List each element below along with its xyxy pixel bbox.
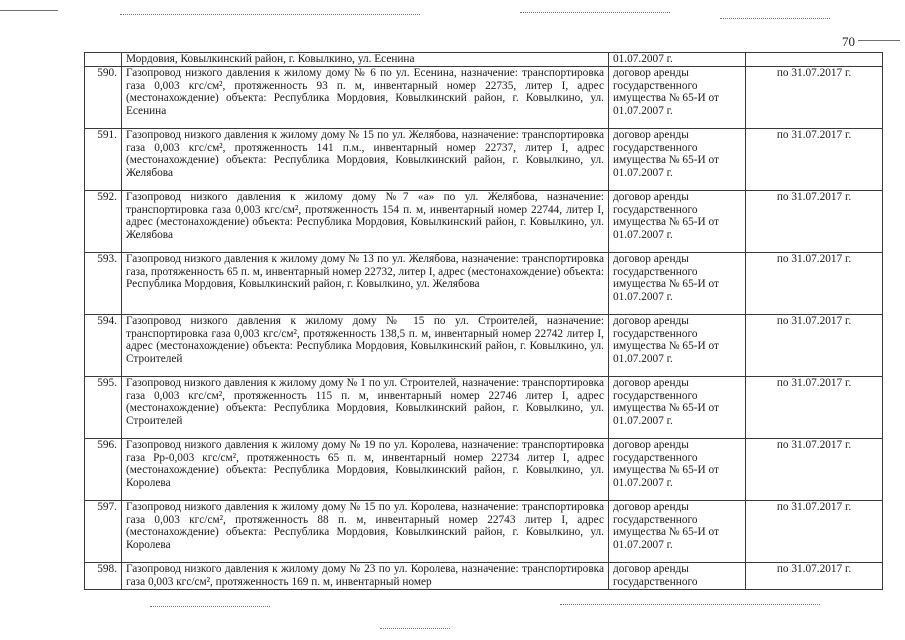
row-document-cell: договор аренды государственного имущества № 65-И от 01.07.2007 г.: [609, 253, 746, 315]
scan-artifact-right-1: [858, 40, 900, 41]
scan-artifact-top-3: [720, 18, 830, 20]
row-term-cell: по 31.07.2017 г.: [746, 191, 883, 253]
row-document-cell: договор аренды государственного имущества № 65-И от 01.07.2007 г.: [609, 377, 746, 439]
table-row: [85, 191, 883, 253]
table-row: [85, 439, 883, 501]
row-description-cell: Газопровод низкого давления к жилому дому № 15 по ул. Желябова, назначение: транспортировка газа 0,003 кгс/см², протяженность 141 п.м., инвентарный номер 22737, литер I, адрес (местонахождение) объекта: Республика Мордовия, Ковылкинский район, г. Ковылкино, ул. Желябова: [122, 129, 609, 191]
row-term-cell: по 31.07.2017 г.: [746, 67, 883, 129]
row-term-cell: по 31.07.2017 г.: [746, 377, 883, 439]
row-term-cell: по 31.07.2017 г.: [746, 253, 883, 315]
row-description-cell: Газопровод низкого давления к жилому дому № 6 по ул. Есенина, назначение: транспортировка газа 0,003 кгс/см², протяженность 93 п. м, инвентарный номер 22735, литер I, адрес (местонахождение) объекта: Республика Мордовия, Ковылкинский район, г. Ковылкино, ул. Есенина: [122, 67, 609, 129]
row-number-cell: [85, 53, 122, 67]
scan-artifact-top-left: [0, 10, 58, 11]
page-number: 70: [842, 34, 855, 49]
table-row: [85, 67, 883, 129]
row-number-cell: 593.: [85, 253, 122, 315]
row-description-cell: Газопровод низкого давления к жилому дому № 1 по ул. Строителей, назначение: транспортировка газа 0,003 кгс/см², протяженность 115 п. м, инвентарный номер 22746 литер I, адрес (местонахождение) объекта: Республика Мордовия, Ковылкинский район, г. Ковылкино, ул. Строителей: [122, 377, 609, 439]
table-row: [85, 253, 883, 315]
scan-artifact-bottom-3: [380, 628, 450, 630]
row-number-cell: 594.: [85, 315, 122, 377]
row-document-cell: договор аренды государственного имущества № 65-И от 01.07.2007 г.: [609, 129, 746, 191]
scan-artifact-top-1: [120, 14, 420, 16]
scan-artifact-bottom-2: [560, 604, 820, 606]
row-number-cell: 597.: [85, 501, 122, 563]
scan-artifact-top-2: [520, 12, 670, 14]
row-term-cell: по 31.07.2017 г.: [746, 501, 883, 563]
table-row: [85, 377, 883, 439]
row-number-cell: 598.: [85, 563, 122, 590]
row-document-cell: договор аренды государственного имущества № 65-И от 01.07.2007 г.: [609, 315, 746, 377]
scan-artifact-bottom-1: [150, 606, 270, 608]
row-number-cell: 592.: [85, 191, 122, 253]
row-document-cell: договор аренды государственного имущества № 65-И от 01.07.2007 г.: [609, 501, 746, 563]
row-term-cell: по 31.07.2017 г.: [746, 439, 883, 501]
row-term-cell: по 31.07.2017 г.: [746, 129, 883, 191]
row-number-cell: 595.: [85, 377, 122, 439]
row-term-cell: по 31.07.2017 г.: [746, 563, 883, 590]
row-description-cell: Газопровод низкого давления к жилому дому № 19 по ул. Королева, назначение: транспортировка газа Рр-0,003 кгс/см², протяженность 65 п. м, инвентарный номер 22734 литер I, адрес (местонахождение) объекта: Республика Мордовия, Ковылкинский район, г. Ковылкино, ул. Королева: [122, 439, 609, 501]
row-number-cell: 596.: [85, 439, 122, 501]
property-registry-table: [84, 52, 883, 590]
row-number-cell: 591.: [85, 129, 122, 191]
row-document-cell: договор аренды государственного имущества № 65-И от 01.07.2007 г.: [609, 191, 746, 253]
row-term-cell: по 31.07.2017 г.: [746, 315, 883, 377]
row-description-cell: Газопровод низкого давления к жилому дому №7 «а» по ул. Желябова, назначение: транспортировка газа 0,003 кгс/см², протяженность 154 п. м, инвентарный номер 22744, литер I, адрес (местонахождение) объекта: Республика Мордовия, Ковылкинский район, г. Ковылкино, ул. Желябова: [122, 191, 609, 253]
row-description-cell: Газопровод низкого давления к жилому дому № 15 по ул. Строителей, назначение: транспортировка газа 0,003 кгс/см², протяженность 138,5 п. м, инвентарный номер 22742 литер I, адрес (местонахождение) объекта: Республика Мордовия, Ковылкинский район, г. Ковылкино, ул. Строителей: [122, 315, 609, 377]
table-row-continuation: [85, 53, 883, 67]
row-term-cell: [746, 53, 883, 67]
row-description-cell: Газопровод низкого давления к жилому дому № 13 по ул. Желябова, назначение: транспортировка газа, протяженность 65 п. м, инвентарный номер 22732, литер I, адрес (местонахождение) объекта: Республика Мордовия, Ковылкинский район, г. Ковылкино, ул. Желябова: [122, 253, 609, 315]
row-document-cell: договор аренды государственного имущества № 65-И от 01.07.2007 г.: [609, 439, 746, 501]
row-document-cell: договор аренды государственного: [609, 563, 746, 590]
table-row: [85, 315, 883, 377]
table-row: [85, 501, 883, 563]
row-description-cell: Газопровод низкого давления к жилому дому № 23 по ул. Королева, назначение: транспортировка газа 0,003 кгс/см², протяженность 169 п. м, инвентарный номер: [122, 563, 609, 590]
row-number-cell: 590.: [85, 67, 122, 129]
table-row: [85, 129, 883, 191]
row-document-cell: договор аренды государственного имущества № 65-И от 01.07.2007 г.: [609, 67, 746, 129]
row-description-cell: Газопровод низкого давления к жилому дому № 15 по ул. Королева, назначение: транспортировка газа 0,003 кгс/см², протяженность 88 п. м, инвентарный номер 22743 литер I, адрес (местонахождение) объекта: Республика Мордовия, Ковылкинский район, г. Ковылкино, ул. Королева: [122, 501, 609, 563]
row-document-cell: 01.07.2007 г.: [609, 53, 746, 67]
row-description-cell: Мордовия, Ковылкинский район, г. Ковылкино, ул. Есенина: [122, 53, 609, 67]
table-row: [85, 563, 883, 590]
